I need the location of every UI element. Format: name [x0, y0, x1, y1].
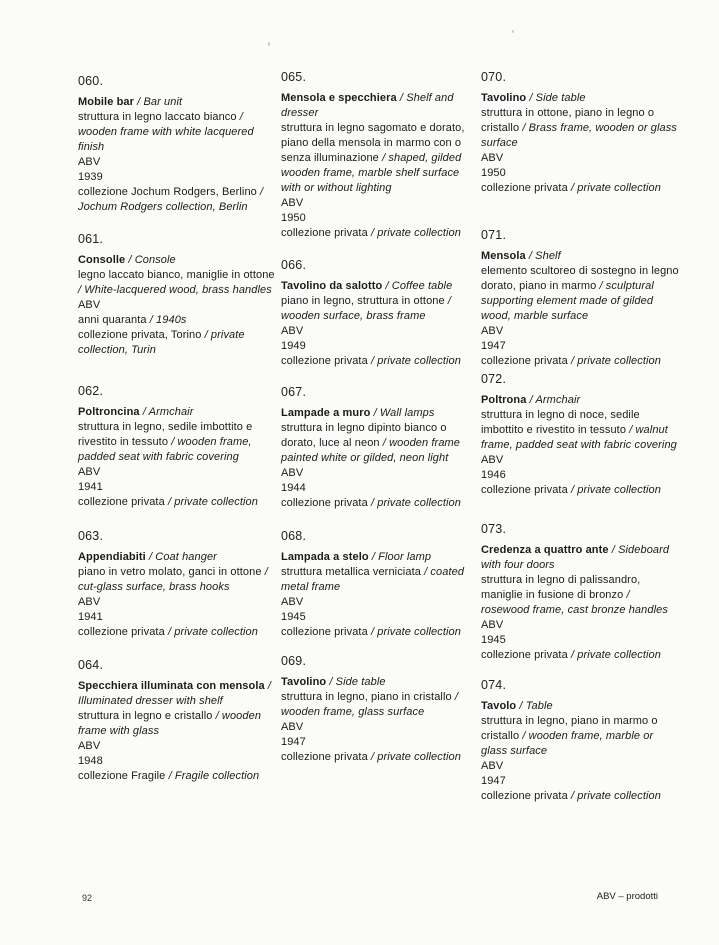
entry-title-english: / Floor lamp	[371, 551, 432, 563]
entry-collection-english: / Fragile collection	[168, 770, 260, 782]
entry-collection-italian: collezione privata	[481, 182, 568, 194]
entry-description-english: / White-lacquered wood, brass handles	[78, 284, 272, 296]
entry-year-italian: 1941	[78, 611, 103, 623]
catalog-entry	[78, 658, 276, 784]
entry-manufacturer: ABV	[281, 197, 304, 209]
entry-collection-italian: collezione privata	[481, 790, 568, 802]
entry-title-english: / Armchair	[142, 406, 194, 418]
entry-description	[281, 565, 479, 595]
entry-collection-italian: collezione privata	[481, 484, 568, 496]
entry-number: 074.	[481, 678, 507, 692]
entry-manufacturer: ABV	[78, 596, 101, 608]
entry-title	[78, 550, 276, 565]
entry-description-italian: struttura in legno, sedile imbottito e rivestito in tessuto	[78, 421, 253, 448]
entry-collection-english: / private collection, Turin	[78, 329, 245, 356]
entry-description	[78, 110, 276, 155]
catalog-entry	[281, 385, 479, 511]
entry-collection	[78, 625, 276, 640]
entry-title-english: / Side table	[329, 676, 386, 688]
scan-speck	[512, 30, 514, 33]
entry-description-english: / cut-glass surface, brass hooks	[78, 566, 268, 593]
entry-title-italian: Mobile bar	[78, 96, 135, 108]
entry-description	[281, 121, 479, 196]
entry-collection	[78, 495, 276, 510]
entry-description-italian: piano in vetro molato, ganci in ottone	[78, 566, 262, 578]
entry-title-english: / Sideboard with four doors	[481, 544, 670, 571]
entry-collection	[281, 625, 479, 640]
entry-description	[281, 421, 479, 466]
entry-year	[78, 480, 276, 495]
entry-collection	[281, 496, 479, 511]
entry-number: 060.	[78, 74, 104, 88]
entry-description-english: / shaped, gilded wooden frame, marble shelf surface with or without lighting	[281, 152, 462, 194]
entry-description	[78, 709, 276, 739]
entry-manufacturer: ABV	[481, 152, 504, 164]
entry-number: 067.	[281, 385, 307, 399]
entry-title	[78, 253, 276, 268]
catalog-entry	[281, 258, 479, 369]
entry-number: 064.	[78, 658, 104, 672]
entry-title-english: / Armchair	[529, 394, 581, 406]
entry-manufacturer: ABV	[78, 156, 101, 168]
entry-title-italian: Poltrona	[481, 394, 527, 406]
entry-number: 070.	[481, 70, 507, 84]
entry-collection-italian: collezione privata	[78, 496, 165, 508]
entry-description-italian: piano in legno, struttura in ottone	[281, 295, 445, 307]
entry-description-english: / rosewood frame, cast bronze handles	[481, 589, 668, 616]
entry-collection-english: / private collection	[370, 355, 461, 367]
entry-description-english: / wooden frame with white lacquered finish	[78, 111, 254, 153]
entry-title-italian: Credenza a quattro ante	[481, 544, 609, 556]
entry-collection	[481, 354, 679, 369]
entry-year-italian: 1949	[281, 340, 306, 352]
catalog-entry	[78, 384, 276, 510]
entry-year	[78, 754, 276, 769]
entry-description	[481, 573, 679, 618]
catalog-entry	[481, 522, 679, 663]
entry-manufacturer: ABV	[481, 619, 504, 631]
entry-collection-italian: collezione privata	[281, 626, 368, 638]
entry-collection-english: / private collection	[167, 496, 258, 508]
entry-title	[281, 675, 479, 690]
entry-description-italian: struttura in legno e cristallo	[78, 710, 213, 722]
entry-description	[78, 420, 276, 465]
entry-collection	[78, 769, 276, 784]
catalog-entry	[78, 232, 276, 358]
entry-title-english: / Shelf	[528, 250, 561, 262]
entry-title-english: / Wall lamps	[373, 407, 435, 419]
entry-number: 072.	[481, 372, 507, 386]
entry-collection-italian: collezione privata	[281, 497, 368, 509]
entry-collection	[281, 354, 479, 369]
entry-description-italian: legno laccato bianco, maniglie in ottone	[78, 269, 275, 281]
catalog-entry	[481, 678, 679, 804]
entry-description-italian: struttura in legno, piano in cristallo	[281, 691, 452, 703]
entry-description-italian: struttura in legno laccato bianco	[78, 111, 237, 123]
entry-title	[281, 91, 479, 121]
entry-manufacturer: ABV	[481, 760, 504, 772]
entry-title-english: / Coat hanger	[148, 551, 217, 563]
entry-title-italian: Specchiera illuminata con mensola	[78, 680, 265, 692]
entry-title-italian: Tavolino da salotto	[281, 280, 383, 292]
catalog-entry	[281, 654, 479, 765]
entry-collection-italian: collezione privata	[481, 355, 568, 367]
entry-year-italian: 1939	[78, 171, 103, 183]
entry-title	[481, 393, 679, 408]
entry-year-italian: 1945	[481, 634, 506, 646]
entry-number: 073.	[481, 522, 507, 536]
entry-manufacturer: ABV	[281, 721, 304, 733]
entry-year	[281, 339, 479, 354]
entry-manufacturer: ABV	[281, 325, 304, 337]
entry-collection-italian: collezione privata	[281, 227, 368, 239]
entry-collection-english: / private collection	[370, 227, 461, 239]
entry-year	[281, 481, 479, 496]
entry-description-italian: struttura metallica verniciata	[281, 566, 421, 578]
catalog-entry	[78, 74, 276, 215]
entry-description-italian: struttura in ottone, piano in legno o cristallo	[481, 107, 655, 134]
entry-description-italian: struttura in legno, piano in marmo o cristallo	[481, 715, 658, 742]
entry-number: 063.	[78, 529, 104, 543]
entry-collection-english: / private collection	[167, 626, 258, 638]
entry-description	[281, 294, 479, 324]
entry-number: 069.	[281, 654, 307, 668]
entry-title-english: / Illuminated dresser with shelf	[78, 680, 272, 707]
entry-year	[78, 170, 276, 185]
entry-collection	[481, 648, 679, 663]
entry-collection	[281, 226, 479, 241]
entry-description-english: / wooden frame, glass surface	[281, 691, 459, 718]
entry-description-italian: struttura in legno di palissandro, maniglie in fusione di bronzo	[481, 574, 641, 601]
entry-manufacturer: ABV	[481, 454, 504, 466]
entry-title-italian: Mensola	[481, 250, 526, 262]
entry-collection-italian: collezione Jochum Rodgers, Berlino	[78, 186, 257, 198]
entry-title-italian: Tavolo	[481, 700, 517, 712]
entry-year-italian: 1945	[281, 611, 306, 623]
entry-year-italian: anni quaranta	[78, 314, 147, 326]
entry-manufacturer: ABV	[78, 299, 101, 311]
entry-description-english: / Brass frame, wooden or glass surface	[481, 122, 677, 149]
entry-collection	[481, 789, 679, 804]
entry-title	[481, 699, 679, 714]
entry-description-english: / walnut frame, padded seat with fabric covering	[481, 424, 677, 451]
entry-year-english: / 1940s	[149, 314, 187, 326]
entry-title	[78, 405, 276, 420]
entry-description	[481, 264, 679, 324]
entry-collection-italian: collezione privata	[281, 355, 368, 367]
entry-description-italian: struttura in legno sagomato e dorato, piano della mensola in marmo con o senza illuminazione	[281, 122, 465, 164]
entry-collection-english: / private collection	[570, 790, 661, 802]
entry-collection	[78, 328, 276, 358]
entry-title-italian: Lampada a stelo	[281, 551, 369, 563]
entry-title	[78, 679, 276, 709]
entry-title-italian: Tavolino	[281, 676, 327, 688]
entry-year	[481, 166, 679, 181]
entry-number: 068.	[281, 529, 307, 543]
entry-description-italian: struttura in legno dipinto bianco o dorato, luce al neon	[281, 422, 447, 449]
entry-collection-italian: collezione privata	[481, 649, 568, 661]
entry-collection	[78, 185, 276, 215]
catalog-entry	[481, 372, 679, 498]
entry-collection-italian: collezione privata	[281, 751, 368, 763]
entry-title-italian: Poltroncina	[78, 406, 140, 418]
entry-collection-english: / private collection	[570, 484, 661, 496]
entry-title-english: / Coffee table	[385, 280, 453, 292]
catalog-entry	[78, 529, 276, 640]
entry-collection-english: / private collection	[570, 182, 661, 194]
entry-title	[481, 249, 679, 264]
footer-section-label: ABV – prodotti	[596, 891, 658, 902]
entry-title	[481, 91, 679, 106]
entry-title-italian: Tavolino	[481, 92, 527, 104]
catalog-entry	[281, 529, 479, 640]
entry-year-italian: 1950	[481, 167, 506, 179]
entry-title-english: / Shelf and dresser	[281, 92, 454, 119]
entry-number: 061.	[78, 232, 104, 246]
entry-year	[481, 774, 679, 789]
entry-collection-italian: collezione privata, Torino	[78, 329, 202, 341]
entry-year	[481, 339, 679, 354]
entry-description-english: / coated metal frame	[281, 566, 465, 593]
entry-description-italian: elemento scultoreo di sostegno in legno dorato, piano in marmo	[481, 265, 679, 292]
entry-description	[78, 565, 276, 595]
entry-year-italian: 1948	[78, 755, 103, 767]
entry-description	[281, 690, 479, 720]
entry-description-english: / sculptural supporting element made of gilded wood, marble surface	[481, 280, 654, 322]
entry-year	[78, 313, 276, 328]
entry-collection	[481, 483, 679, 498]
entry-description-english: / wooden frame painted white or gilded, neon light	[281, 437, 461, 464]
entry-year	[481, 633, 679, 648]
entry-collection-english: / private collection	[570, 649, 661, 661]
entry-year	[281, 735, 479, 750]
entry-year-italian: 1944	[281, 482, 306, 494]
entry-year	[281, 610, 479, 625]
entry-description	[78, 268, 276, 298]
entry-collection-english: / private collection	[370, 497, 461, 509]
entry-collection-italian: collezione privata	[78, 626, 165, 638]
entry-manufacturer: ABV	[78, 740, 101, 752]
entry-manufacturer: ABV	[481, 325, 504, 337]
entry-year-italian: 1947	[281, 736, 306, 748]
entry-year	[481, 468, 679, 483]
entry-title	[281, 550, 479, 565]
entry-title-italian: Lampade a muro	[281, 407, 371, 419]
entry-description-english: / wooden frame with glass	[78, 710, 262, 737]
entry-number: 065.	[281, 70, 307, 84]
entry-number: 071.	[481, 228, 507, 242]
entry-collection-italian: collezione Fragile	[78, 770, 166, 782]
entry-description-english: / wooden frame, padded seat with fabric covering	[78, 436, 252, 463]
entry-collection	[281, 750, 479, 765]
entry-title-italian: Appendiabiti	[78, 551, 146, 563]
entry-title-english: / Side table	[529, 92, 586, 104]
entry-number: 066.	[281, 258, 307, 272]
entry-description	[481, 106, 679, 151]
entry-year-italian: 1947	[481, 340, 506, 352]
entry-manufacturer: ABV	[281, 467, 304, 479]
entry-description	[481, 408, 679, 453]
entry-title-english: / Bar unit	[137, 96, 183, 108]
entry-title	[281, 406, 479, 421]
scan-speck	[268, 42, 270, 46]
catalog-entry	[481, 70, 679, 196]
entry-title	[78, 95, 276, 110]
page-number: 92	[82, 893, 93, 903]
entry-description	[481, 714, 679, 759]
entry-title	[281, 279, 479, 294]
entry-collection-english: / private collection	[570, 355, 661, 367]
entry-collection-english: / private collection	[370, 626, 461, 638]
entry-description-english: / wooden frame, marble or glass surface	[481, 730, 654, 757]
entry-year-italian: 1947	[481, 775, 506, 787]
entry-manufacturer: ABV	[78, 466, 101, 478]
entry-title-italian: Mensola e specchiera	[281, 92, 397, 104]
catalog-entry	[481, 228, 679, 369]
entry-manufacturer: ABV	[281, 596, 304, 608]
entry-year-italian: 1941	[78, 481, 103, 493]
entry-year	[78, 610, 276, 625]
entry-collection	[481, 181, 679, 196]
catalog-entry	[281, 70, 479, 241]
entry-title-english: / Console	[128, 254, 176, 266]
entry-title	[481, 543, 679, 573]
entry-title-english: / Table	[519, 700, 553, 712]
entry-year-italian: 1950	[281, 212, 306, 224]
entry-number: 062.	[78, 384, 104, 398]
entry-description-english: / wooden surface, brass frame	[281, 295, 452, 322]
entry-title-italian: Consolle	[78, 254, 126, 266]
entry-collection-english: / Jochum Rodgers collection, Berlin	[78, 186, 264, 213]
entry-collection-english: / private collection	[370, 751, 461, 763]
entry-year-italian: 1946	[481, 469, 506, 481]
entry-description-italian: struttura in legno di noce, sedile imbottito e rivestito in tessuto	[481, 409, 640, 436]
entry-year	[281, 211, 479, 226]
